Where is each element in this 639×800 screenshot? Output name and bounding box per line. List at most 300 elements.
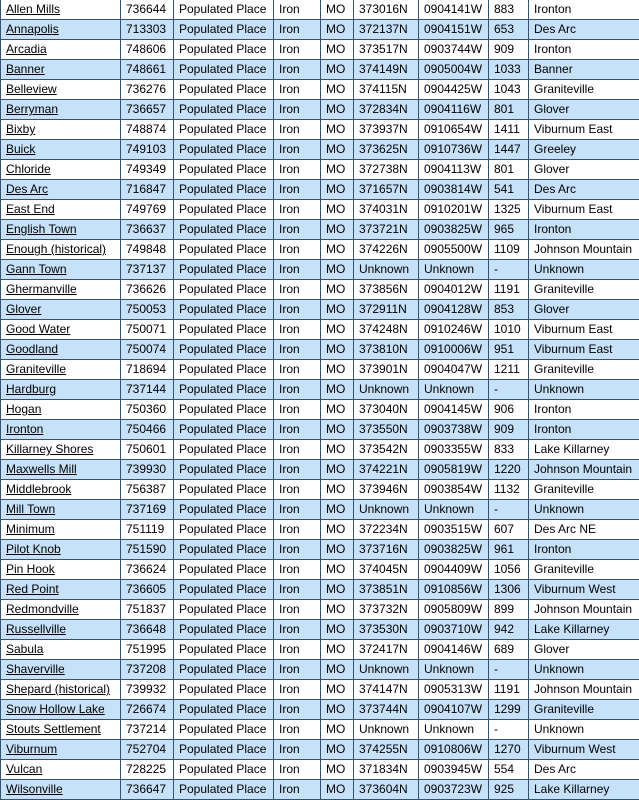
place-name-link[interactable]: Berryman — [6, 102, 59, 116]
latitude-cell: 373542N — [354, 440, 419, 460]
elevation-cell: 1325 — [489, 200, 529, 220]
feature-class-cell: Populated Place — [174, 440, 274, 460]
table-row — [1, 660, 639, 680]
place-name-cell — [1, 560, 121, 580]
feature-class-cell: Populated Place — [174, 120, 274, 140]
place-name-link[interactable]: Middlebrook — [6, 482, 72, 496]
longitude-cell: 0904012W — [419, 280, 489, 300]
place-name-link[interactable]: Maxwells Mill — [6, 462, 77, 476]
elevation-cell: 925 — [489, 780, 529, 800]
state-cell: MO — [321, 740, 354, 760]
longitude-cell: 0903738W — [419, 420, 489, 440]
elevation-cell: 833 — [489, 440, 529, 460]
map-name-cell: Glover — [529, 300, 639, 320]
elevation-cell: 1109 — [489, 240, 529, 260]
state-cell: MO — [321, 240, 354, 260]
place-name-link[interactable]: Buick — [6, 142, 36, 156]
feature-class-cell: Populated Place — [174, 160, 274, 180]
map-name-cell: Graniteville — [529, 80, 639, 100]
feature-id-cell: 736637 — [121, 220, 174, 240]
place-name-cell — [1, 600, 121, 620]
table-row — [1, 260, 639, 280]
latitude-cell: 373016N — [354, 0, 419, 20]
elevation-cell: 1447 — [489, 140, 529, 160]
county-cell: Iron — [274, 240, 321, 260]
elevation-cell: - — [489, 260, 529, 280]
county-cell: Iron — [274, 120, 321, 140]
table-row — [1, 160, 639, 180]
county-cell: Iron — [274, 680, 321, 700]
map-name-cell: Viburnum West — [529, 740, 639, 760]
elevation-cell: - — [489, 660, 529, 680]
latitude-cell: 374149N — [354, 60, 419, 80]
feature-id-cell: 736605 — [121, 580, 174, 600]
county-cell: Iron — [274, 60, 321, 80]
table-row — [1, 780, 639, 800]
feature-id-cell: 737137 — [121, 260, 174, 280]
state-cell: MO — [321, 720, 354, 740]
map-name-cell: Des Arc NE — [529, 520, 639, 540]
place-name-link[interactable]: Wilsonville — [6, 782, 63, 796]
place-name-link[interactable]: Viburnum — [6, 742, 58, 756]
longitude-cell: 0903825W — [419, 540, 489, 560]
longitude-cell: 0903744W — [419, 40, 489, 60]
feature-id-cell: 750071 — [121, 320, 174, 340]
feature-id-cell: 737214 — [121, 720, 174, 740]
feature-id-cell: 713303 — [121, 20, 174, 40]
place-name-cell — [1, 640, 121, 660]
map-name-cell: Johnson Mountain — [529, 240, 639, 260]
elevation-cell: 1191 — [489, 280, 529, 300]
longitude-cell: 0910201W — [419, 200, 489, 220]
table-row — [1, 560, 639, 580]
feature-class-cell: Populated Place — [174, 720, 274, 740]
map-name-cell: Glover — [529, 640, 639, 660]
elevation-cell: 961 — [489, 540, 529, 560]
latitude-cell: 373732N — [354, 600, 419, 620]
place-name-link[interactable]: Minimum — [6, 522, 55, 536]
place-name-link[interactable]: Sabula — [6, 642, 44, 656]
longitude-cell: Unknown — [419, 500, 489, 520]
table-row — [1, 60, 639, 80]
place-name-link[interactable]: Killarney Shores — [6, 442, 94, 456]
latitude-cell: 374221N — [354, 460, 419, 480]
place-name-link[interactable]: Allen Mills — [6, 2, 61, 16]
feature-class-cell: Populated Place — [174, 40, 274, 60]
place-name-link[interactable]: Glover — [6, 302, 42, 316]
county-cell: Iron — [274, 640, 321, 660]
longitude-cell: 0910736W — [419, 140, 489, 160]
map-name-cell: Unknown — [529, 260, 639, 280]
map-name-cell: Viburnum East — [529, 340, 639, 360]
map-name-cell: Des Arc — [529, 180, 639, 200]
place-name-link[interactable]: Arcadia — [6, 42, 47, 56]
place-name-cell — [1, 380, 121, 400]
feature-class-cell: Populated Place — [174, 220, 274, 240]
place-name-cell — [1, 480, 121, 500]
elevation-cell: 801 — [489, 160, 529, 180]
map-name-cell: Johnson Mountain — [529, 460, 639, 480]
latitude-cell: 373721N — [354, 220, 419, 240]
latitude-cell: 374115N — [354, 80, 419, 100]
feature-id-cell: 739932 — [121, 680, 174, 700]
county-cell: Iron — [274, 740, 321, 760]
feature-class-cell: Populated Place — [174, 460, 274, 480]
state-cell: MO — [321, 580, 354, 600]
place-name-cell — [1, 340, 121, 360]
elevation-cell: 1043 — [489, 80, 529, 100]
county-cell: Iron — [274, 220, 321, 240]
place-name-cell — [1, 460, 121, 480]
county-cell: Iron — [274, 480, 321, 500]
county-cell: Iron — [274, 20, 321, 40]
state-cell: MO — [321, 100, 354, 120]
county-cell: Iron — [274, 380, 321, 400]
table-row — [1, 300, 639, 320]
latitude-cell: 372417N — [354, 640, 419, 660]
elevation-cell: 1411 — [489, 120, 529, 140]
longitude-cell: 0904151W — [419, 20, 489, 40]
feature-id-cell: 736644 — [121, 0, 174, 20]
elevation-cell: 951 — [489, 340, 529, 360]
elevation-cell: 1132 — [489, 480, 529, 500]
place-name-link[interactable]: Shepard (historical) — [6, 682, 111, 696]
state-cell: MO — [321, 360, 354, 380]
feature-class-cell: Populated Place — [174, 480, 274, 500]
map-name-cell: Graniteville — [529, 700, 639, 720]
feature-id-cell: 749848 — [121, 240, 174, 260]
feature-class-cell: Populated Place — [174, 180, 274, 200]
elevation-cell: 1220 — [489, 460, 529, 480]
elevation-cell: 554 — [489, 760, 529, 780]
latitude-cell: 373851N — [354, 580, 419, 600]
table-row — [1, 80, 639, 100]
feature-class-cell: Populated Place — [174, 260, 274, 280]
table-row — [1, 500, 639, 520]
county-cell: Iron — [274, 180, 321, 200]
feature-id-cell: 750053 — [121, 300, 174, 320]
longitude-cell: 0904107W — [419, 700, 489, 720]
table-row — [1, 400, 639, 420]
table-row — [1, 740, 639, 760]
state-cell: MO — [321, 300, 354, 320]
state-cell: MO — [321, 540, 354, 560]
elevation-cell: 899 — [489, 600, 529, 620]
map-name-cell: Ironton — [529, 0, 639, 20]
map-name-cell: Viburnum East — [529, 200, 639, 220]
feature-id-cell: 726674 — [121, 700, 174, 720]
table-row — [1, 520, 639, 540]
place-name-link[interactable]: Ironton — [6, 422, 44, 436]
place-name-cell — [1, 400, 121, 420]
longitude-cell: Unknown — [419, 380, 489, 400]
county-cell: Iron — [274, 440, 321, 460]
places-table-body — [1, 0, 639, 800]
place-name-link[interactable]: Des Arc — [6, 182, 49, 196]
latitude-cell: 371834N — [354, 760, 419, 780]
table-row — [1, 220, 639, 240]
place-name-link[interactable]: Good Water — [6, 322, 71, 336]
latitude-cell: 372234N — [354, 520, 419, 540]
elevation-cell: 853 — [489, 300, 529, 320]
longitude-cell: 0903814W — [419, 180, 489, 200]
feature-id-cell: 750074 — [121, 340, 174, 360]
table-row — [1, 760, 639, 780]
place-name-link[interactable]: Russellville — [6, 622, 67, 636]
map-name-cell: Ironton — [529, 220, 639, 240]
longitude-cell: 0904116W — [419, 100, 489, 120]
place-name-link[interactable]: English Town — [6, 222, 77, 236]
longitude-cell: 0905004W — [419, 60, 489, 80]
place-name-cell — [1, 200, 121, 220]
latitude-cell: 373550N — [354, 420, 419, 440]
feature-id-cell: 750360 — [121, 400, 174, 420]
feature-class-cell: Populated Place — [174, 560, 274, 580]
feature-class-cell: Populated Place — [174, 680, 274, 700]
latitude-cell: 373744N — [354, 700, 419, 720]
feature-class-cell: Populated Place — [174, 500, 274, 520]
map-name-cell: Graniteville — [529, 360, 639, 380]
feature-id-cell: 751119 — [121, 520, 174, 540]
map-name-cell: Banner — [529, 60, 639, 80]
longitude-cell: 0904113W — [419, 160, 489, 180]
table-row — [1, 580, 639, 600]
map-name-cell: Graniteville — [529, 560, 639, 580]
latitude-cell: 374248N — [354, 320, 419, 340]
longitude-cell: Unknown — [419, 720, 489, 740]
feature-class-cell: Populated Place — [174, 80, 274, 100]
feature-class-cell: Populated Place — [174, 60, 274, 80]
feature-id-cell: 736624 — [121, 560, 174, 580]
state-cell: MO — [321, 260, 354, 280]
place-name-link[interactable]: Pin Hook — [6, 562, 55, 576]
elevation-cell: 883 — [489, 0, 529, 20]
feature-id-cell: 751837 — [121, 600, 174, 620]
elevation-cell: 1306 — [489, 580, 529, 600]
state-cell: MO — [321, 200, 354, 220]
state-cell: MO — [321, 480, 354, 500]
place-name-cell — [1, 40, 121, 60]
latitude-cell: 374031N — [354, 200, 419, 220]
table-row — [1, 680, 639, 700]
feature-id-cell: 737208 — [121, 660, 174, 680]
county-cell: Iron — [274, 720, 321, 740]
place-name-cell — [1, 280, 121, 300]
table-row — [1, 620, 639, 640]
longitude-cell: 0905500W — [419, 240, 489, 260]
place-name-cell — [1, 120, 121, 140]
map-name-cell: Greeley — [529, 140, 639, 160]
state-cell: MO — [321, 500, 354, 520]
feature-id-cell: 756387 — [121, 480, 174, 500]
latitude-cell: 374226N — [354, 240, 419, 260]
table-row — [1, 420, 639, 440]
place-name-cell — [1, 60, 121, 80]
state-cell: MO — [321, 80, 354, 100]
county-cell: Iron — [274, 660, 321, 680]
place-name-cell — [1, 440, 121, 460]
county-cell: Iron — [274, 0, 321, 20]
elevation-cell: 541 — [489, 180, 529, 200]
map-name-cell: Viburnum East — [529, 120, 639, 140]
place-name-link[interactable]: East End — [6, 202, 55, 216]
county-cell: Iron — [274, 540, 321, 560]
place-name-link[interactable]: Gann Town — [6, 262, 67, 276]
county-cell: Iron — [274, 760, 321, 780]
feature-class-cell: Populated Place — [174, 700, 274, 720]
state-cell: MO — [321, 120, 354, 140]
place-name-link[interactable]: Hogan — [6, 402, 42, 416]
feature-id-cell: 748874 — [121, 120, 174, 140]
place-name-cell — [1, 780, 121, 800]
longitude-cell: 0904128W — [419, 300, 489, 320]
map-name-cell: Johnson Mountain — [529, 600, 639, 620]
table-row — [1, 440, 639, 460]
map-name-cell: Ironton — [529, 40, 639, 60]
latitude-cell: 373040N — [354, 400, 419, 420]
place-name-link[interactable]: Goodland — [6, 342, 59, 356]
latitude-cell: 374045N — [354, 560, 419, 580]
place-name-link[interactable]: Red Point — [6, 582, 59, 596]
place-name-cell — [1, 0, 121, 20]
table-row — [1, 20, 639, 40]
map-name-cell: Unknown — [529, 380, 639, 400]
latitude-cell: 373856N — [354, 280, 419, 300]
place-name-cell — [1, 140, 121, 160]
latitude-cell: 372738N — [354, 160, 419, 180]
table-row — [1, 100, 639, 120]
table-row — [1, 240, 639, 260]
place-name-cell — [1, 360, 121, 380]
feature-id-cell: 736648 — [121, 620, 174, 640]
place-name-cell — [1, 240, 121, 260]
place-name-link[interactable]: Snow Hollow Lake — [6, 702, 105, 716]
county-cell: Iron — [274, 260, 321, 280]
table-row — [1, 720, 639, 740]
place-name-link[interactable]: Bixby — [6, 122, 36, 136]
feature-class-cell: Populated Place — [174, 580, 274, 600]
place-name-link[interactable]: Redmondville — [6, 602, 79, 616]
feature-id-cell: 718694 — [121, 360, 174, 380]
elevation-cell: 1191 — [489, 680, 529, 700]
place-name-cell — [1, 260, 121, 280]
longitude-cell: 0904047W — [419, 360, 489, 380]
feature-class-cell: Populated Place — [174, 340, 274, 360]
state-cell: MO — [321, 780, 354, 800]
map-name-cell: Graniteville — [529, 280, 639, 300]
county-cell: Iron — [274, 520, 321, 540]
place-name-link[interactable]: Mill Town — [6, 502, 56, 516]
feature-class-cell: Populated Place — [174, 600, 274, 620]
place-name-link[interactable]: Banner — [6, 62, 45, 76]
longitude-cell: Unknown — [419, 260, 489, 280]
feature-id-cell: 749349 — [121, 160, 174, 180]
county-cell: Iron — [274, 580, 321, 600]
county-cell: Iron — [274, 80, 321, 100]
latitude-cell: 373937N — [354, 120, 419, 140]
feature-id-cell: 736626 — [121, 280, 174, 300]
elevation-cell: 689 — [489, 640, 529, 660]
elevation-cell: - — [489, 720, 529, 740]
feature-id-cell: 749769 — [121, 200, 174, 220]
place-name-cell — [1, 80, 121, 100]
feature-class-cell: Populated Place — [174, 280, 274, 300]
place-name-cell — [1, 160, 121, 180]
place-name-link[interactable]: Enough (historical) — [6, 242, 107, 256]
longitude-cell: 0904425W — [419, 80, 489, 100]
latitude-cell: Unknown — [354, 260, 419, 280]
place-name-link[interactable]: Annapolis — [6, 22, 59, 36]
county-cell: Iron — [274, 280, 321, 300]
table-row — [1, 340, 639, 360]
state-cell: MO — [321, 20, 354, 40]
county-cell: Iron — [274, 200, 321, 220]
latitude-cell: 372911N — [354, 300, 419, 320]
place-name-link[interactable]: Pilot Knob — [6, 542, 61, 556]
feature-id-cell: 728225 — [121, 760, 174, 780]
feature-class-cell: Populated Place — [174, 320, 274, 340]
latitude-cell: 373901N — [354, 360, 419, 380]
feature-class-cell: Populated Place — [174, 200, 274, 220]
feature-class-cell: Populated Place — [174, 640, 274, 660]
place-name-link[interactable]: Chloride — [6, 162, 51, 176]
county-cell: Iron — [274, 700, 321, 720]
county-cell: Iron — [274, 140, 321, 160]
state-cell: MO — [321, 140, 354, 160]
place-name-link[interactable]: Hardburg — [6, 382, 57, 396]
state-cell: MO — [321, 400, 354, 420]
latitude-cell: 373517N — [354, 40, 419, 60]
latitude-cell: 373625N — [354, 140, 419, 160]
county-cell: Iron — [274, 300, 321, 320]
map-name-cell: Des Arc — [529, 20, 639, 40]
map-name-cell: Lake Killarney — [529, 620, 639, 640]
place-name-cell — [1, 680, 121, 700]
state-cell: MO — [321, 0, 354, 20]
longitude-cell: 0910654W — [419, 120, 489, 140]
place-name-link[interactable]: Belleview — [6, 82, 57, 96]
feature-class-cell: Populated Place — [174, 380, 274, 400]
table-row — [1, 40, 639, 60]
place-name-link[interactable]: Vulcan — [6, 762, 43, 776]
county-cell: Iron — [274, 100, 321, 120]
place-name-link[interactable]: Graniteville — [6, 362, 67, 376]
place-name-link[interactable]: Ghermanville — [6, 282, 77, 296]
place-name-cell — [1, 740, 121, 760]
place-name-cell — [1, 220, 121, 240]
feature-class-cell: Populated Place — [174, 620, 274, 640]
feature-id-cell: 736647 — [121, 780, 174, 800]
state-cell: MO — [321, 560, 354, 580]
map-name-cell: Ironton — [529, 400, 639, 420]
place-name-link[interactable]: Shaverville — [6, 662, 65, 676]
latitude-cell: Unknown — [354, 660, 419, 680]
county-cell: Iron — [274, 160, 321, 180]
feature-class-cell: Populated Place — [174, 740, 274, 760]
state-cell: MO — [321, 440, 354, 460]
elevation-cell: 909 — [489, 420, 529, 440]
place-name-cell — [1, 320, 121, 340]
state-cell: MO — [321, 60, 354, 80]
latitude-cell: Unknown — [354, 380, 419, 400]
latitude-cell: Unknown — [354, 720, 419, 740]
state-cell: MO — [321, 220, 354, 240]
place-name-link[interactable]: Stouts Settlement — [6, 722, 101, 736]
table-row — [1, 640, 639, 660]
feature-class-cell: Populated Place — [174, 420, 274, 440]
place-name-cell — [1, 500, 121, 520]
elevation-cell: - — [489, 500, 529, 520]
